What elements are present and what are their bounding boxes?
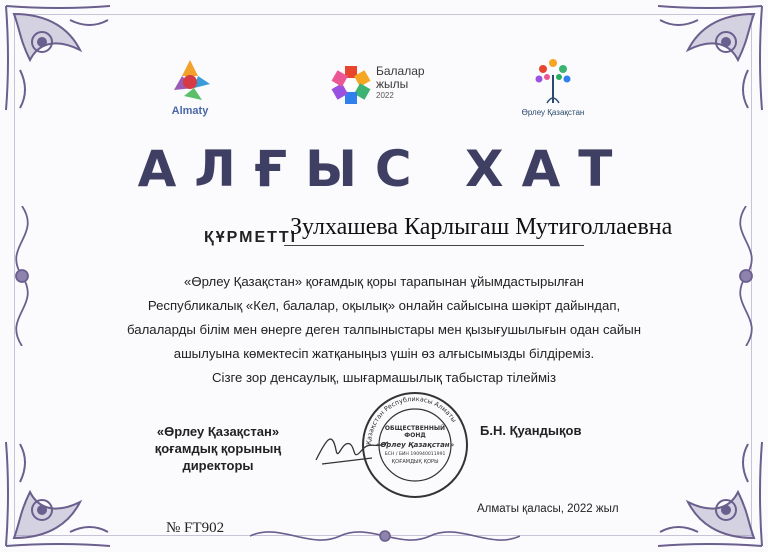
- signatory-title: [128, 423, 308, 474]
- balalar-year: 2022: [376, 91, 394, 100]
- official-stamp: [360, 390, 470, 500]
- recipient-underline: [284, 245, 584, 246]
- stamp-line4: БСН / БИН 190940011991: [384, 452, 446, 457]
- bottom-ornament: [250, 522, 520, 550]
- corner-ornament-top-right: [648, 0, 768, 120]
- certificate-body: [90, 270, 678, 390]
- certificate-title: АЛҒЫС ХАТ: [137, 140, 631, 198]
- stamp-line3: «Өрлеу Қазақстан»: [375, 441, 455, 449]
- balalar-jyly-logo: [330, 62, 460, 112]
- balalar-logo-text: [376, 65, 425, 91]
- almaty-logo: [160, 58, 220, 117]
- body-line: ашылуына көмектесіп жатқаныңыз үшін өз алғысымызды білдіреміз.: [173, 346, 595, 361]
- side-ornament-left: [2, 206, 42, 346]
- recipient-name: Зулхашева Карлыгаш Мутиголлаевна: [290, 214, 673, 240]
- stamp-line5: ҚОҒАМДЫҚ ҚОРЫ: [391, 459, 439, 465]
- body-line: балаларды білім мен өнерге деген талпыныстары мен қызығушылығын одан сайын: [127, 322, 641, 337]
- balalar-line1: Балалар: [376, 64, 425, 78]
- body-line: «Өрлеу Қазақстан» қоғамдық қоры тарапынан ұйымдастырылған: [184, 274, 584, 289]
- balalar-star-icon: [330, 64, 372, 106]
- certificate-number: № FT902: [166, 520, 225, 536]
- signatory-org-line1: «Өрлеу Қазақстан»: [156, 424, 280, 439]
- body-line: Сізге зор денсаулық, шығармашылық табыстар тілейміз: [211, 370, 556, 385]
- stamp-line1: ОБЩЕСТВЕННЫЙ: [384, 425, 446, 432]
- place-and-date: Алматы қаласы, 2022 жыл: [477, 503, 619, 515]
- respect-label: ҚҰРМЕТТІ: [204, 229, 298, 246]
- almaty-logo-label: Almaty: [171, 105, 209, 117]
- stamp-line2: ФОНД: [404, 432, 426, 439]
- orleu-tree-icon: [531, 55, 575, 105]
- signatory-org-line3: директоры: [182, 458, 254, 473]
- corner-ornament-bottom-right: [648, 432, 768, 552]
- corner-ornament-bottom-left: [0, 432, 120, 552]
- balalar-line2: жылы: [376, 77, 409, 91]
- body-line: Республикалық «Кел, балалар, оқылық» онлайн сайысына шәкірт дайындап,: [147, 298, 621, 313]
- orleu-logo-label: Өрлеу Қазақстан: [521, 108, 585, 117]
- corner-ornament-top-left: [0, 0, 120, 120]
- almaty-emblem-icon: [168, 58, 212, 102]
- orleu-logo: [518, 55, 588, 117]
- signatory-org-line2: қоғамдық қорының: [154, 441, 282, 456]
- side-ornament-right: [726, 206, 766, 346]
- stamp-outer-text: Қазақстан Республикасы Алматы: [364, 394, 459, 446]
- signatory-name: Б.Н. Қуандықов: [480, 423, 582, 438]
